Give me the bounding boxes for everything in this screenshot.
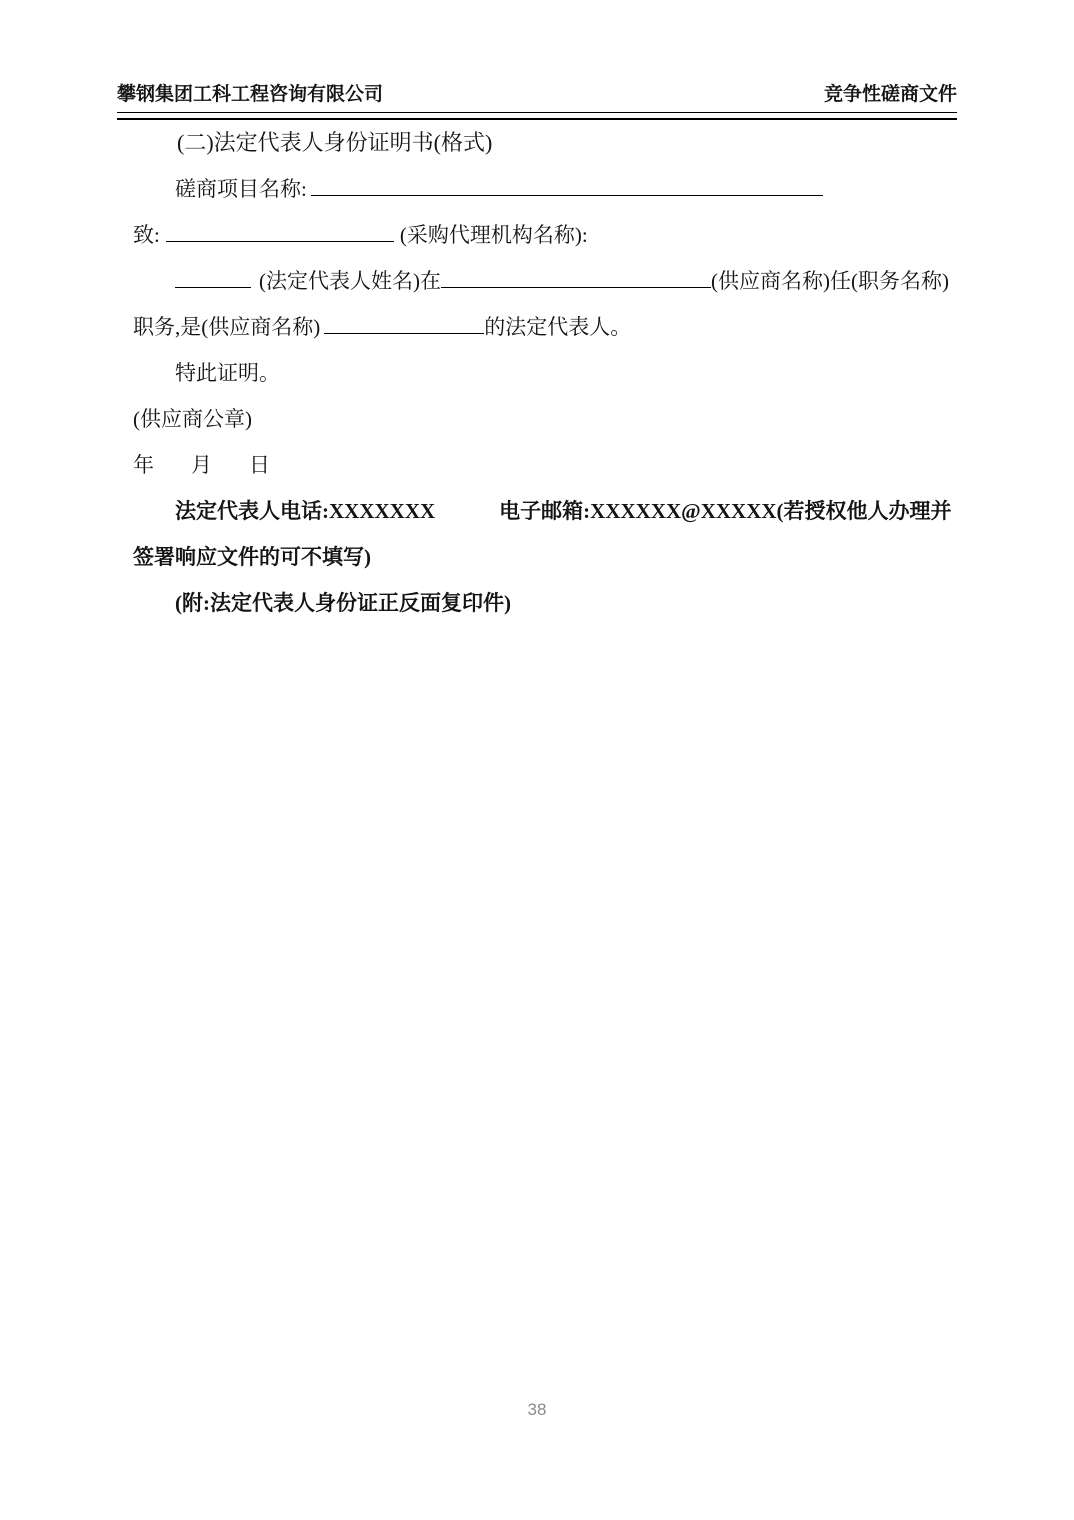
rep-name-blank <box>175 263 251 288</box>
supplier-note: (供应商名称)任 <box>711 269 851 293</box>
certify-line: 特此证明。 <box>175 361 280 385</box>
project-name-line <box>133 166 957 212</box>
rep-name-note: (法定代表人姓名)在 <box>259 269 441 293</box>
addressee-label: 致: <box>133 223 160 247</box>
agency-note: (采购代理机构名称): <box>399 223 588 247</box>
document-body <box>133 120 957 626</box>
section-title: (二)法定代表人身份证明书(格式) <box>177 130 493 155</box>
page-number: 38 <box>527 1400 547 1419</box>
agency-name-blank <box>166 217 394 242</box>
header-divider <box>117 112 957 120</box>
addressee-line <box>133 212 957 258</box>
phone-label: 法定代表人电话: <box>175 499 329 523</box>
position-segment: (职务名称)职务,是(供应商名称) <box>133 269 949 339</box>
project-name-label: 磋商项目名称: <box>175 177 307 201</box>
rep-suffix: 的法定代表人。 <box>484 315 632 339</box>
phone-value: XXXXXXX <box>329 499 436 523</box>
email-value: XXXXXX@XXXXX <box>590 499 777 523</box>
email-label: 电子邮箱: <box>499 499 591 523</box>
page-header <box>117 0 957 108</box>
seal-note: (供应商公章) <box>133 407 252 431</box>
date-month-label: 月 <box>191 453 212 477</box>
attachment-note: (附:法定代表人身份证正反面复印件) <box>175 591 511 615</box>
date-day-label: 日 <box>249 453 270 477</box>
statement-paragraph <box>133 258 957 350</box>
supplier-name-blank <box>441 263 711 288</box>
date-line <box>133 442 957 488</box>
date-year-label: 年 <box>133 453 154 477</box>
supplier-name-blank-2 <box>324 309 484 334</box>
project-name-blank <box>311 171 823 196</box>
contact-line <box>133 488 957 580</box>
header-company-name: 攀钢集团工科工程咨询有限公司 <box>117 84 384 105</box>
header-doc-type: 竞争性磋商文件 <box>823 84 957 105</box>
email-note: (若授权他人办理并签署响应文件的可不填写) <box>133 499 952 569</box>
